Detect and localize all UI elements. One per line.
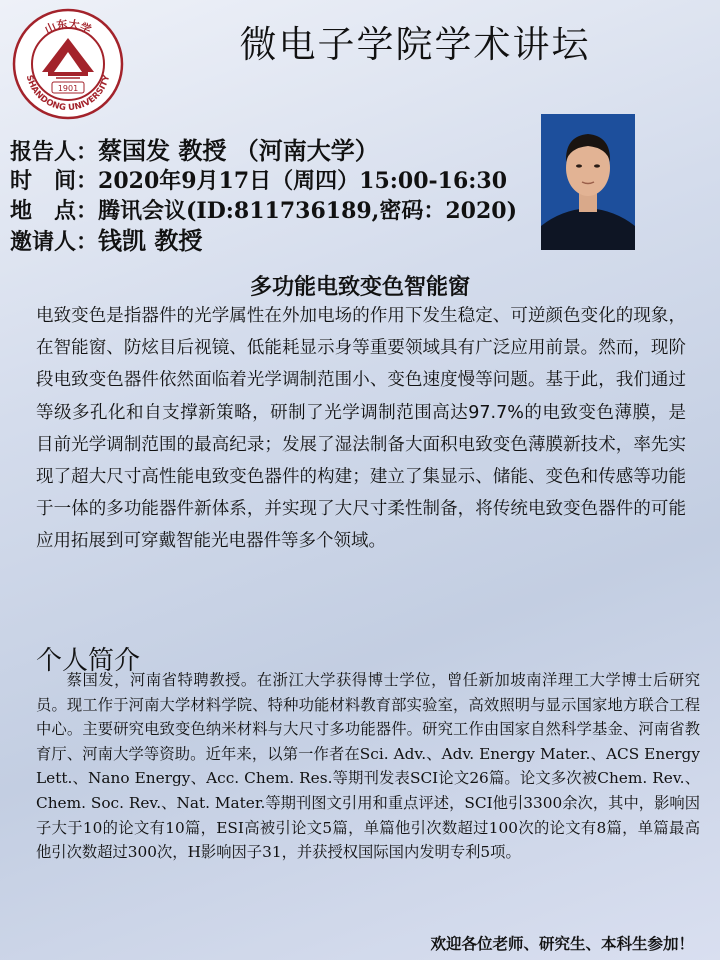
logo-chinese-text: 山东大学 — [42, 17, 94, 37]
inviter-value: 钱凯 教授 — [98, 226, 203, 255]
talk-abstract: 电致变色是指器件的光学属性在外加电场的作用下发生稳定、可逆颜色变化的现象，在智能窗、防炫目后视镜、低能耗显示身等重要领域具有广泛应用前景。然而，现阶段电致变色器件依然面临着光学调制范围小、变色速度慢等问题。基于此，我们通过等级多孔化和自支撑新策略，研制了光学调制范围高达97.7%的电致变色薄膜，是目前光学调制范围的最高纪录；发展了湿法制备大面积电致变色薄膜新技术，率先实现了超大尺寸高性能电致变色器件的构建；建立了集显示、储能、变色和传感等功能于一体的多功能器件新体系，并实现了大尺寸柔性制备，将传统电致变色器件的可能应用拓展到可穿戴智能光电器件等多个领域。 — [36, 306, 686, 552]
logo-english-text: SHANDONG UNIVERSITY — [23, 74, 113, 114]
time-value: 2020年9月17日（周四）15:00-16:30 — [98, 168, 508, 194]
bio-text: 蔡国发，河南省特聘教授。在浙江大学获得博士学位，曾任新加坡南洋理工大学博士后研究员。现工作于河南大学材料学院、特种功能材料教育部实验室，高效照明与显示国家地方联合工程中心。主要研究电致变色纳米材料与大尺寸多功能器件。研究工作由国家自然科学基金、河南省教育厅、河南大学等资助。近年来，以第一作者在Sci. Adv.、Adv. Energy Mater.、ACS Energy Lett.、Nano Energy、Acc. Chem. Res.等期刊发表SCI论文26篇。论文多次被Chem. Rev.、Chem. Soc. Rev.、Nat. Mater.等期刊图文引用和重点评述，SCI他引3300余次，其中，影响因子大于10的论文有10篇，ESI高被引论文5篇，单篇他引次数超过100次的论文有8篇，单篇最高他引次数超过300次，H影响因子31，并获授权国际国内发明专利5项。 — [36, 671, 700, 862]
bio-heading: 个人简介 — [36, 646, 141, 676]
place-line — [10, 196, 517, 226]
talk-title: 多功能电致变色智能窗 — [249, 275, 470, 300]
reporter-line — [10, 136, 379, 167]
logo-year: 1901 — [57, 84, 79, 93]
inviter-line — [10, 226, 202, 257]
speaker-photo — [541, 114, 635, 250]
welcome-footer: 欢迎各位老师、研究生、本科生参加！ — [430, 934, 694, 953]
place-label: 地 点： — [10, 198, 99, 224]
reporter-value: 蔡国发 教授 （河南大学） — [98, 136, 379, 165]
inviter-label: 邀请人： — [10, 229, 99, 255]
page-title: 微电子学院学术讲坛 — [239, 23, 591, 66]
time-line — [10, 166, 507, 196]
place-value: 腾讯会议(ID:811736189,密码：2020) — [98, 198, 517, 224]
time-label: 时 间： — [10, 168, 99, 194]
reporter-label: 报告人： — [10, 139, 99, 165]
university-logo — [12, 8, 124, 120]
